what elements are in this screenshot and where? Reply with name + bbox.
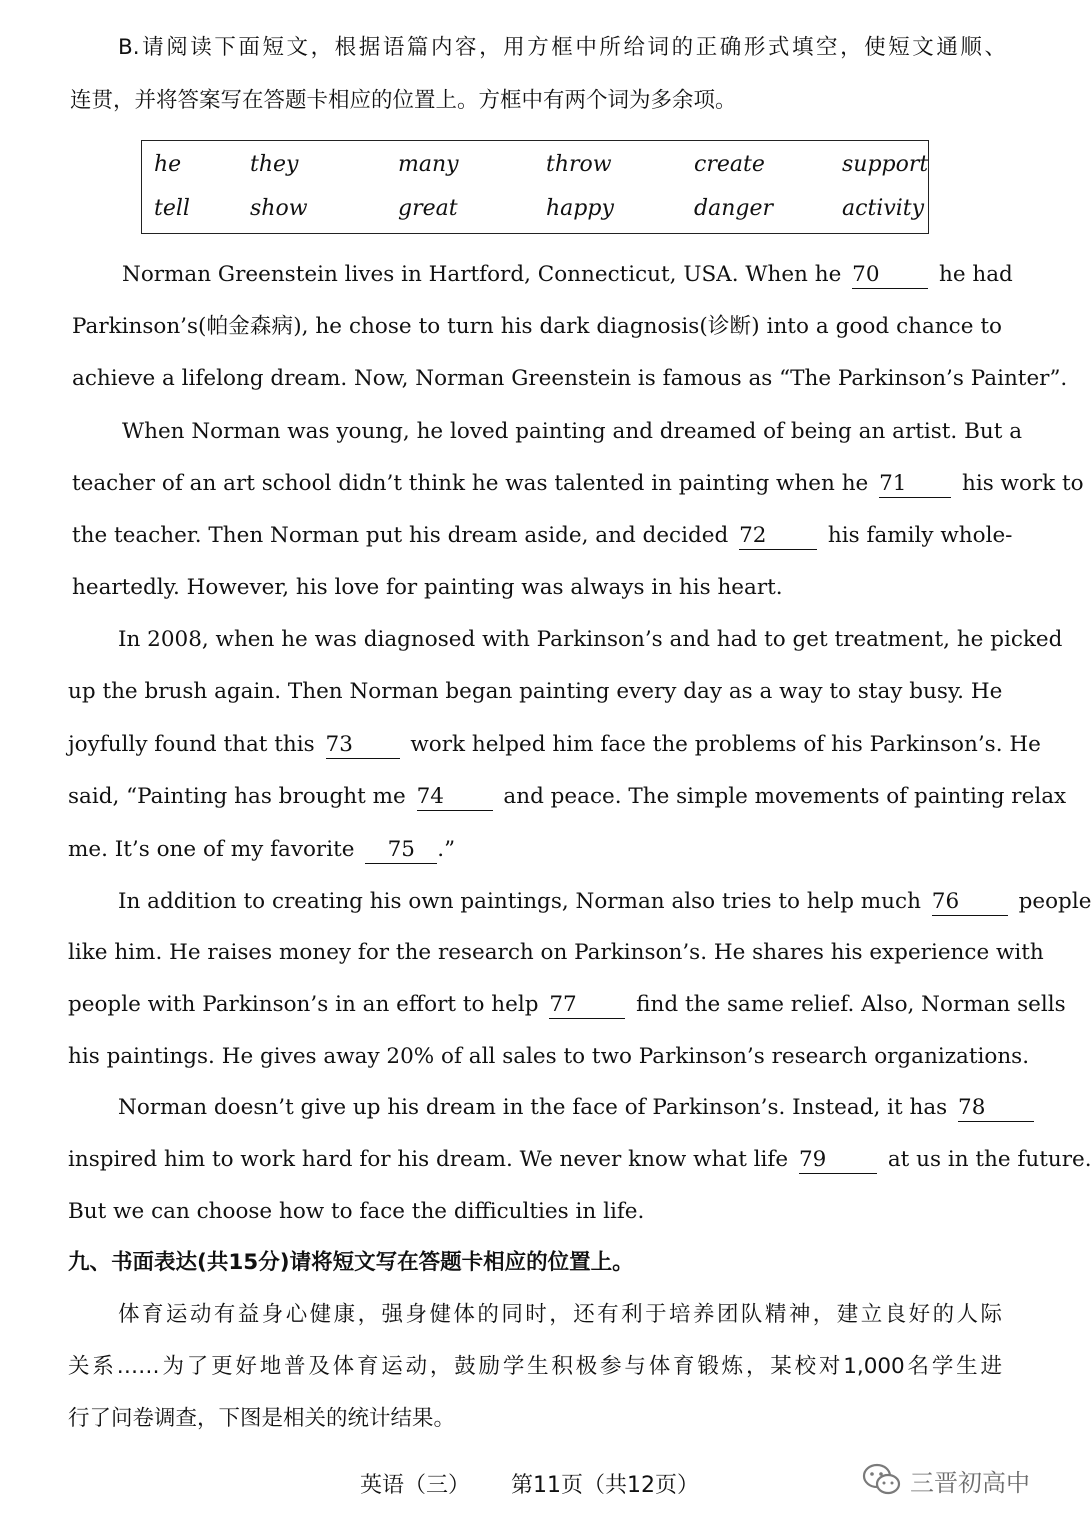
word-activity: activity bbox=[842, 196, 925, 221]
passage-line-17 bbox=[118, 1093, 1002, 1123]
blank-75[interactable]: 75 bbox=[365, 837, 437, 864]
blank-72[interactable]: 72 bbox=[739, 523, 817, 550]
passage-text: his family whole- bbox=[827, 523, 1013, 548]
instructions-line-1: B.请阅读下面短文，根据语篇内容，用方框中所给词的正确形式填空，使短文通顺、 bbox=[118, 35, 1006, 60]
blank-77[interactable]: 77 bbox=[549, 992, 625, 1019]
passage-line-7: heartedly. However, his love for painting was always in his heart. bbox=[72, 575, 783, 600]
word-tell: tell bbox=[154, 196, 190, 221]
passage-line-19: But we can choose how to face the difficulties in life. bbox=[68, 1199, 645, 1224]
blank-79[interactable]: 79 bbox=[799, 1147, 877, 1174]
word-great: great bbox=[398, 196, 458, 221]
word-happy: happy bbox=[546, 196, 614, 221]
section-9-line-3: 行了问卷调查，下图是相关的统计结果。 bbox=[68, 1406, 456, 1431]
word-show: show bbox=[250, 196, 308, 221]
passage-line-3: achieve a lifelong dream. Now, Norman Greenstein is famous as “The Parkinson’s Painter”. bbox=[72, 366, 1068, 391]
passage-text: people with Parkinson’s in an effort to help bbox=[68, 992, 539, 1017]
word-create: create bbox=[694, 152, 765, 177]
passage-line-12 bbox=[68, 835, 455, 865]
blank-78[interactable]: 78 bbox=[958, 1095, 1034, 1122]
watermark bbox=[862, 1461, 1030, 1499]
passage-line-18 bbox=[68, 1145, 1092, 1175]
passage-line-16: his paintings. He gives away 20% of all sales to two Parkinson’s research organizations. bbox=[68, 1044, 1030, 1069]
passage-text: In addition to creating his own paintings, Norman also tries to help much bbox=[118, 889, 921, 914]
passage-text: work helped him face the problems of his Parkinson’s. He bbox=[410, 732, 1041, 757]
passage-text: he had bbox=[938, 262, 1013, 287]
blank-73[interactable]: 73 bbox=[326, 732, 400, 759]
footer-subject: 英语（三） bbox=[360, 1473, 471, 1498]
passage-line-10 bbox=[68, 730, 1041, 760]
word-box bbox=[141, 140, 929, 234]
passage-line-13 bbox=[118, 887, 1092, 917]
passage-text: said, “Painting has brought me bbox=[68, 784, 406, 809]
passage-text: .” bbox=[437, 837, 456, 862]
wechat-icon bbox=[862, 1463, 902, 1497]
passage-line-1 bbox=[122, 260, 1013, 290]
word-many: many bbox=[398, 152, 459, 177]
passage-text: the teacher. Then Norman put his dream aside, and decided bbox=[72, 523, 729, 548]
passage-text: Norman doesn’t give up his dream in the face of Parkinson’s. Instead, it has bbox=[118, 1095, 948, 1120]
watermark-text: 三晋初高中 bbox=[910, 1468, 1030, 1497]
passage-line-15 bbox=[68, 990, 1066, 1020]
blank-71[interactable]: 71 bbox=[879, 471, 951, 498]
instructions-line-2: 连贯，并将答案写在答题卡相应的位置上。方框中有两个词为多余项。 bbox=[70, 88, 737, 113]
passage-text: find the same relief. Also, Norman sells bbox=[636, 992, 1066, 1017]
passage-line-9: up the brush again. Then Norman began painting every day as a way to stay busy. He bbox=[68, 679, 1003, 704]
passage-text: his work to bbox=[961, 471, 1084, 496]
word-danger: danger bbox=[694, 196, 773, 221]
passage-text: inspired him to work hard for his dream. We never know what life bbox=[68, 1147, 789, 1172]
blank-76[interactable]: 76 bbox=[932, 889, 1008, 916]
passage-line-4: When Norman was young, he loved painting and dreamed of being an artist. But a bbox=[122, 419, 1023, 444]
passage-text: joyfully found that this bbox=[68, 732, 315, 757]
passage-text: at us in the future. bbox=[887, 1147, 1092, 1172]
passage-text: Norman Greenstein lives in Hartford, Connecticut, USA. When he bbox=[122, 262, 842, 287]
passage-line-11 bbox=[68, 782, 1067, 812]
footer-page-number: 第11页（共12页） bbox=[511, 1473, 700, 1498]
word-they: they bbox=[250, 152, 299, 177]
page-footer bbox=[360, 1468, 733, 1499]
passage-line-14: like him. He raises money for the research on Parkinson’s. He shares his experience with bbox=[68, 940, 1044, 965]
word-throw: throw bbox=[546, 152, 612, 177]
passage-line-8: In 2008, when he was diagnosed with Parkinson’s and had to get treatment, he picked bbox=[118, 627, 1063, 652]
word-he: he bbox=[154, 152, 182, 177]
blank-70[interactable]: 70 bbox=[852, 262, 928, 289]
section-9-line-2: 关系……为了更好地普及体育运动，鼓励学生积极参与体育锻炼，某校对1,000名学生进 bbox=[68, 1354, 1002, 1379]
passage-text: and peace. The simple movements of painting relax bbox=[503, 784, 1067, 809]
section-9-heading: 九、书面表达(共15分)请将短文写在答题卡相应的位置上。 bbox=[68, 1250, 634, 1275]
passage-text: me. It’s one of my favorite bbox=[68, 837, 355, 862]
passage-line-6 bbox=[72, 521, 1013, 551]
passage-text: people bbox=[1018, 889, 1092, 914]
section-9-line-1: 体育运动有益身心健康，强身健体的同时，还有利于培养团队精神，建立良好的人际 bbox=[118, 1302, 1002, 1327]
passage-line-5 bbox=[72, 469, 1084, 499]
passage-line-2: Parkinson’s(帕金森病), he chose to turn his dark diagnosis(诊断) into a good chance to bbox=[72, 314, 1002, 339]
blank-74[interactable]: 74 bbox=[417, 784, 493, 811]
passage-text: teacher of an art school didn’t think he was talented in painting when he bbox=[72, 471, 869, 496]
word-support: support bbox=[842, 152, 929, 177]
